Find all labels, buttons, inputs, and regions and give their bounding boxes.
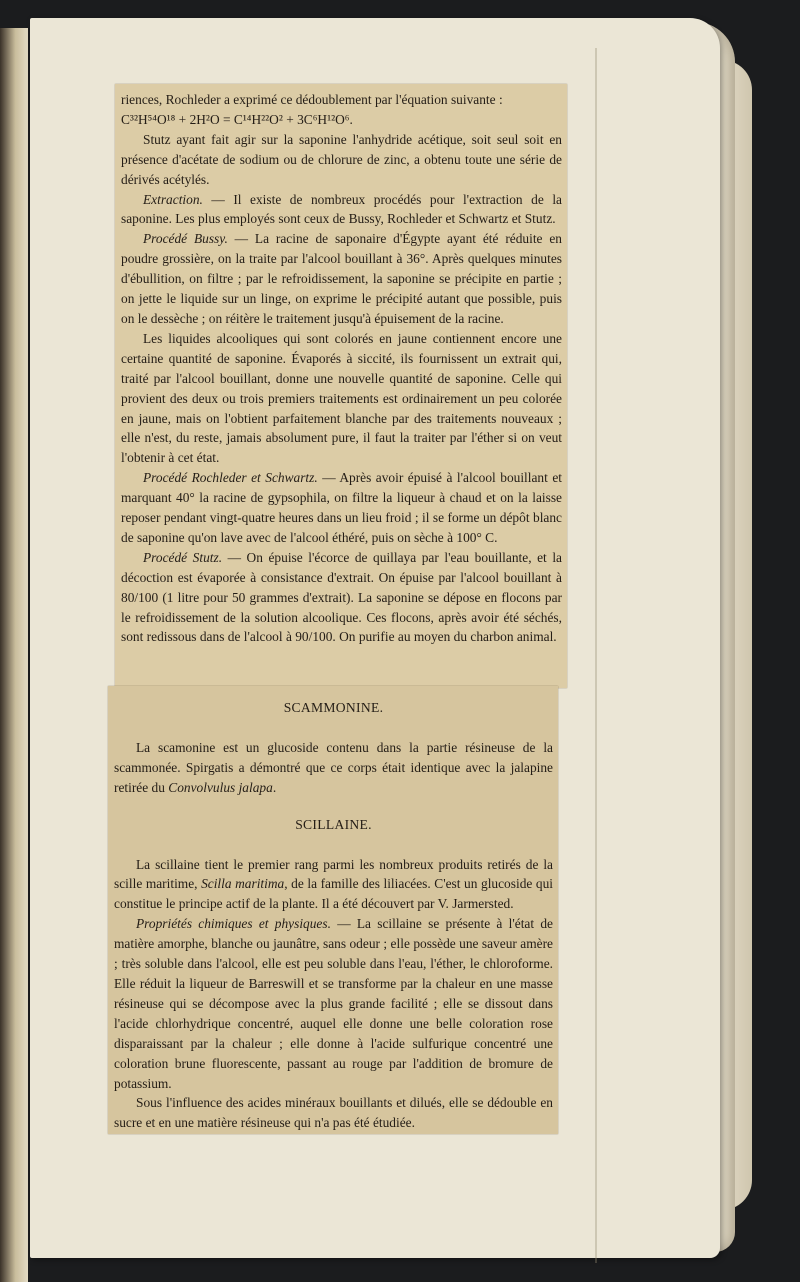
chemical-formula: C³²H⁵⁴O¹⁸ + 2H²O = C¹⁴H²²O² + 3C⁶H¹²O⁶. [121,111,353,127]
stutz-text: — On épuise l'écorce de quillaya par l'eau bouillante, et la décoction est évaporée à consistance d'extrait. On épuise par l'alcool bouillant à 80/100 (1 litre pour 50 grammes d'extrait). La saponine se dépose en flocons par le refroidissement de la solution alcoolique. Ces flocons, après avoir été séchés, sont redissous dans de l'alcool à 90/100. On purifie au moyen du charbon animal. [121,549,562,645]
bussy-paragraph [121,229,562,329]
scillaine-acids-paragraph: Sous l'influence des acides minéraux bouillants et dilués, elle se dédouble en sucre et en une matière résineuse qui n'a pas été étudiée. [114,1095,553,1131]
scillaine-intro-text: La scillaine tient le premier rang parmi les nombreux produits retirés de la scille maritime, [114,856,553,892]
newspaper-clipping-bottom [108,686,558,1134]
scillaine-species: Scilla maritima [201,876,285,892]
scillaine-heading: SCILLAINE. [295,816,372,832]
bussy-paragraph-2: Les liquides alcooliques qui sont colorés en jaune contiennent encore une certaine quantité de saponine. Évaporés à siccité, ils fournissent un extrait qui, traité par l'alcool bouillant, donne une nouvelle quantité de saponine. Celle qui provient des deux ou trois premiers traitements est ordinairement un peu colorée en jaune, mais on l'obtient parfaitement blanche par des traitements nouveaux ; elle n'est, du reste, jamais absolument pure, il faut la traiter par l'éther si on veut l'obtenir à cet état. [121,330,562,466]
bussy-text: — La racine de saponaire d'Égypte ayant été réduite en poudre grossière, on la traite par l'alcool bouillant à 36°. Après quelques minutes d'ébullition, on filtre ; par le refroidissement, la saponine se précipite en partie ; on jette le liquide sur un linge, on exprime le précipité autant que possible, puis on le dessèche ; on réitère le traitement jusqu'à épuisement de la racine. [121,231,562,326]
stutz-label: Procédé Stutz. [143,549,223,565]
rochleder-text: — Après avoir épuisé à l'alcool bouillant et marquant 40° la racine de gypsophila, on filtre la liqueur à chaud et on la laisse reposer pendant vingt-quatre heures dans un lieu froid ; il se forme un dépôt blanc de saponine qu'on lave avec de l'alcool éthéré, puis on sèche à 100° C. [121,470,562,545]
extraction-label: Extraction. [143,191,203,207]
stutz-acetyl-paragraph: Stutz ayant fait agir sur la saponine l'anhydride acétique, soit seul soit en présence d'acétate de sodium ou de chlorure de zinc, a obtenu toute une série de dérivés acétylés. [121,131,562,187]
scammonine-paragraph [114,738,553,798]
scammonine-heading: SCAMMONINE. [283,700,384,715]
book-gutter [0,28,28,1282]
formula-intro: riences, Rochleder a exprimé ce dédoublement par l'équation suivante : [121,92,503,107]
scammonine-species: Convolvulus jalapa [168,779,273,795]
page-fold-line [595,48,597,1263]
scillaine-intro-end: , de la famille des liliacées. C'est un glucoside qui constitue le principe actif de la plante. Il a été découvert par V. Jarmersted. [114,876,554,912]
rochleder-paragraph [121,468,562,548]
rochleder-label: Procédé Rochleder et Schwartz. [143,470,318,486]
extraction-paragraph [121,190,562,230]
scammonine-text: La scamonine est un glucoside contenu dans la partie résineuse de la scammonée. Spirgatis a démontré que ce corps était identique avec la jalapine retirée du [114,739,553,795]
scillaine-properties-text: — La scillaine se présente à l'état de matière amorphe, blanche ou jaunâtre, sans odeur ; elle possède une saveur amère ; très soluble dans l'alcool, elle est peu soluble dans l'eau, l'éther, le chloroforme. Elle réduit la liqueur de Barreswill et se transforme par la chaleur en une masse résineuse qui se décompose avec la plus grande facilité ; elle se dissout dans l'acide chlorhydrique concentré, auquel elle donne une belle coloration rose disparaissant par la chaleur ; elle donne à l'acide sulfurique concentré une coloration brune fluorescente, passant au rouge par l'addition de bromure de potassium. [114,916,553,1091]
scillaine-properties-label: Propriétés chimiques et physiques. [136,916,331,932]
extraction-text: — Il existe de nombreux procédés pour l'extraction de la saponine. Les plus employés sont ceux de Bussy, Rochleder et Schwartz et Stutz. [121,191,562,227]
scillaine-intro-paragraph [114,855,553,915]
newspaper-clipping-top [115,84,567,688]
scillaine-properties-paragraph [114,914,553,1093]
bussy-label: Procédé Bussy. [143,231,228,247]
scammonine-text-end: . [272,779,277,795]
stutz-paragraph [121,548,562,648]
